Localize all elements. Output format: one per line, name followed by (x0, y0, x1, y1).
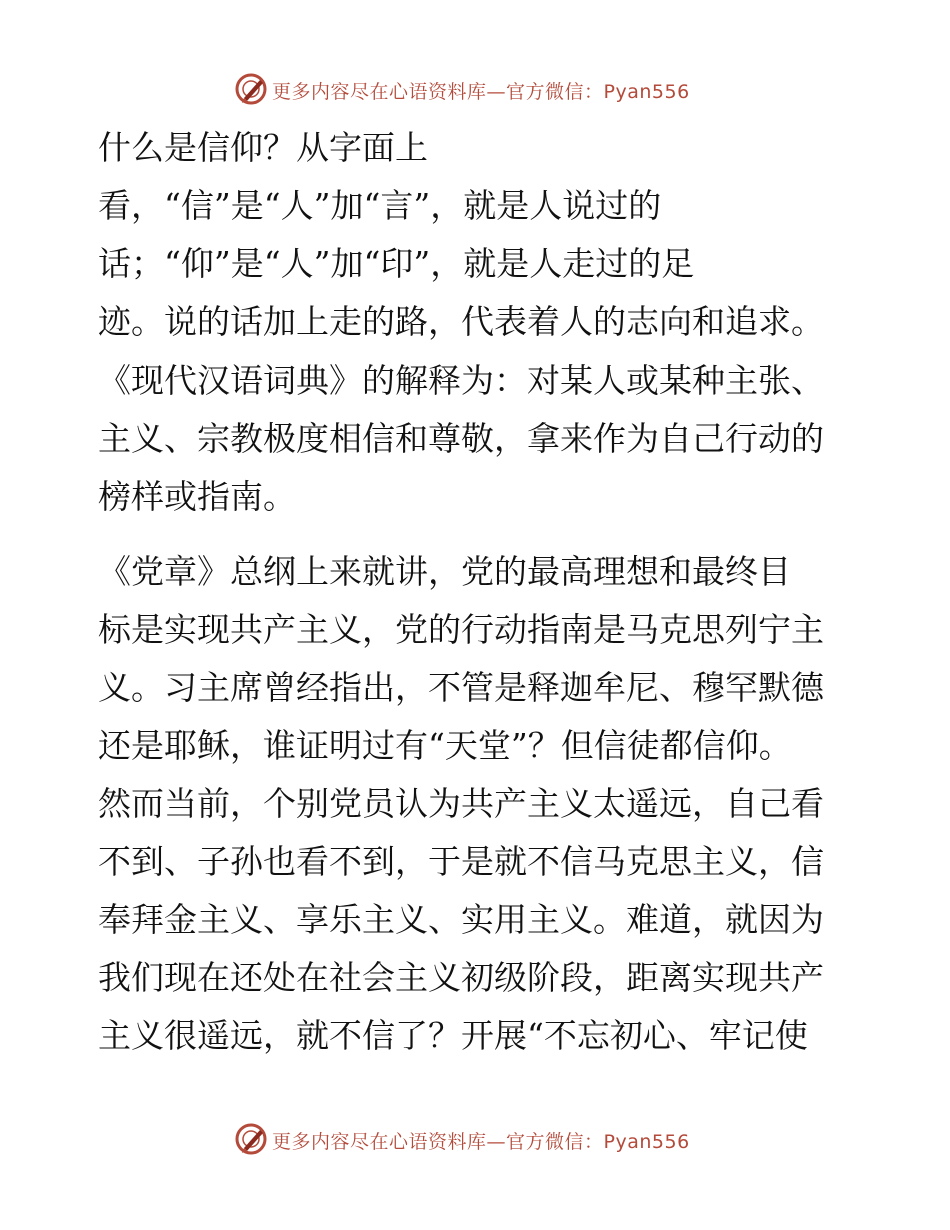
wechat-id: Pyan556 (603, 81, 690, 103)
text-line: 奉拜金主义、享乐主义、实用主义。难道，就因为 (98, 900, 824, 939)
text-line: 主义、宗教极度相信和尊敬，拿来作为自己行动的 (98, 419, 824, 458)
text-line: 义。习主席曾经指出，不管是释迦牟尼、穆罕默德 (98, 668, 824, 707)
text-line: 我们现在还处在社会主义初级阶段，距离实现共产 (98, 958, 824, 997)
text-line: 标是实现共产主义，党的行动指南是马克思列宁主 (98, 610, 824, 649)
banner-label: 更多内容尽在心语资料库—官方微信： (272, 81, 604, 103)
text-line: 然而当前，个别党员认为共产主义太遥远，自己看 (98, 784, 824, 823)
banner-text (272, 1127, 690, 1154)
pen-logo-icon (234, 72, 268, 106)
header-banner (0, 70, 950, 110)
banner-text (272, 77, 690, 104)
text-line: 《现代汉语词典》的解释为：对某人或某种主张、 (98, 361, 824, 400)
text-line: 不到、子孙也看不到，于是就不信马克思主义，信 (98, 842, 824, 881)
banner-label: 更多内容尽在心语资料库—官方微信： (272, 1131, 604, 1153)
wechat-id: Pyan556 (603, 1131, 690, 1153)
text-line: 什么是信仰？从字面上 (98, 128, 428, 167)
text-line: 《党章》总纲上来就讲，党的最高理想和最终目 (98, 552, 791, 591)
text-line: 迹。说的话加上走的路，代表着人的志向和追求。 (98, 302, 824, 341)
pen-logo-icon (234, 1122, 268, 1156)
text-line: 还是耶稣，谁证明过有“天堂”？但信徒都信仰。 (98, 726, 792, 765)
text-line: 话；“仰”是“人”加“印”，就是人走过的足 (98, 244, 695, 283)
text-line: 看，“信”是“人”加“言”，就是人说过的 (98, 186, 662, 225)
footer-banner (0, 1120, 950, 1160)
text-line: 主义很遥远，就不信了？开展“不忘初心、牢记使 (98, 1016, 808, 1055)
text-line: 榜样或指南。 (98, 477, 296, 516)
